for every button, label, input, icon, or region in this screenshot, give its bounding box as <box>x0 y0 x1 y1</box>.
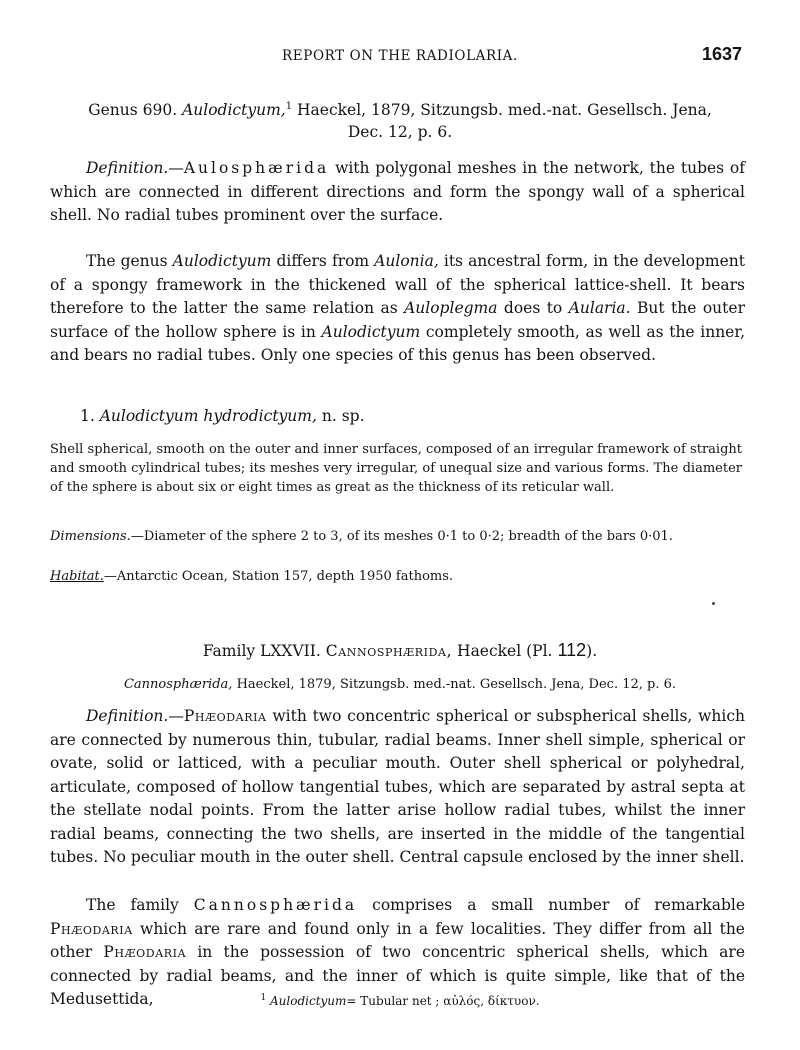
discussion-text: comprises a small number of remarkable <box>357 896 745 914</box>
discussion-text: But the outer surface of the hollow sphere is in <box>50 299 745 341</box>
running-header <box>50 44 750 68</box>
genus-prefix: Genus 690. <box>88 101 178 120</box>
print-speck <box>712 602 715 605</box>
dimensions-text: —Diameter of the sphere 2 to 3, of its meshes 0·1 to 0·2; breadth of the bars 0·01. <box>130 529 673 544</box>
plate-open: (Pl. <box>526 642 553 660</box>
definition-label: Definition. <box>86 707 169 725</box>
definition-group: Phæodaria <box>183 707 267 725</box>
dimensions-label: Dimensions. <box>50 529 131 544</box>
discussion-text: its ancestral form, in the development of a spongy framework in the thickened wall of the spherical lattice-shell. It bears therefore to the latter the same relation as <box>50 252 745 317</box>
plate-close: ). <box>586 642 598 660</box>
family-name: Cannosphærida, <box>325 642 453 660</box>
family-citation <box>50 677 750 692</box>
species-name: Aulodictyum hydrodictyum, <box>99 407 317 425</box>
page-number: 1637 <box>701 44 742 64</box>
definition-text: with two concentric spherical or subspherical shells, which are connected by numerous thin, tubular, radial beams. Inner shell simple, spherical or ovate, solid or latticed, with a peculiar mouth. Outer shell spherical or polyhedral, articulate, composed of hollow tangential tubes, which are separated by astral septa at the stellate nodal points. From the latter arise hollow radial tubes, whilst the inner radial beams, connecting the two shells, are inserted in the middle of the tangential tubes. No peculiar mouth in the outer shell. Central capsule enclosed by the inner shell. <box>50 707 745 866</box>
discussion-text: does to <box>497 299 569 317</box>
genus-name-ref: Aulodictyum <box>172 252 272 270</box>
plate-number: 112 <box>557 640 587 660</box>
family-name-ref: Cannosphærida <box>193 896 358 914</box>
definition-text: with polygonal meshes in the network, the tubes of which are connected in different directions and form the spongy wall of a spherical shell. No radial tubes prominent over the surface. <box>50 159 745 224</box>
running-title: REPORT ON THE RADIOLARIA. <box>282 48 518 64</box>
order-name-ref: Phæodaria <box>50 919 133 938</box>
family-heading <box>50 640 750 661</box>
habitat-label: Habitat. <box>50 569 104 584</box>
species-number: 1. <box>80 407 95 425</box>
species-dimensions <box>50 527 742 546</box>
footnote-text: = Tubular net ; αὐλός, δίκτυον. <box>346 994 540 1008</box>
footnote-term: Aulodictyum <box>270 994 347 1008</box>
family-prefix: Family LXXVII. <box>202 642 321 660</box>
genus-definition <box>50 157 745 228</box>
discussion-text: completely smooth, as well as the inner, and bears no radial tubes. Only one species of this genus has been observed. <box>50 322 745 364</box>
habitat-text: —Antarctic Ocean, Station 157, depth 1950 fathoms. <box>103 569 454 584</box>
definition-label: Definition. <box>86 159 169 177</box>
species-heading <box>80 405 775 429</box>
family-citation-name: Cannosphærida, <box>123 677 233 692</box>
discussion-text: in the possession of two concentric spherical shells, which are connected by radial beams, and the inner of which is quite simple, like that of the Medusettida, <box>50 943 745 1008</box>
family-author: Haeckel <box>457 642 522 660</box>
discussion-text: The family <box>86 896 194 914</box>
discussion-text: which are rare and found only in a few localities. They differ from all the other <box>50 919 745 961</box>
genus-citation-line1: Haeckel, 1879, Sitzungsb. med.-nat. Gesellsch. Jena, <box>297 101 712 120</box>
definition-dash: — <box>168 159 184 177</box>
discussion-text: differs from <box>271 252 375 270</box>
family-citation-text: Haeckel, 1879, Sitzungsb. med.-nat. Gesellsch. Jena, Dec. 12, p. 6. <box>236 677 677 692</box>
genus-citation-line2: Dec. 12, p. 6. <box>347 123 453 142</box>
genus-name-ref: Aularia. <box>568 299 631 317</box>
definition-dash: — <box>168 707 184 725</box>
genus-name-ref: Auloplegma <box>404 299 498 317</box>
footnote-reference: 1 <box>285 101 293 112</box>
species-description: Shell spherical, smooth on the outer and inner surfaces, composed of an irregular framework of straight and smooth cylindrical tubes; its meshes very irregular, of unequal size and various forms. The diameter of the sphere is about six or eight times as great as the thickness of its reticular wall. <box>50 442 742 496</box>
species-habitat <box>50 567 742 586</box>
species-status: n. sp. <box>321 407 365 425</box>
genus-discussion <box>50 250 745 368</box>
genus-name-ref: Aulonia, <box>374 252 439 270</box>
definition-group: Aulosphærida <box>183 159 330 177</box>
genus-name: Aulodictyum, <box>182 101 286 120</box>
family-definition <box>50 705 745 870</box>
genus-name-ref: Aulodictyum <box>321 322 421 341</box>
discussion-text: The genus <box>86 252 173 270</box>
genus-heading <box>50 96 750 143</box>
footnote-mark: 1 <box>260 993 267 1003</box>
order-name-ref: Phæodaria <box>103 943 187 961</box>
footnote <box>50 993 750 1008</box>
